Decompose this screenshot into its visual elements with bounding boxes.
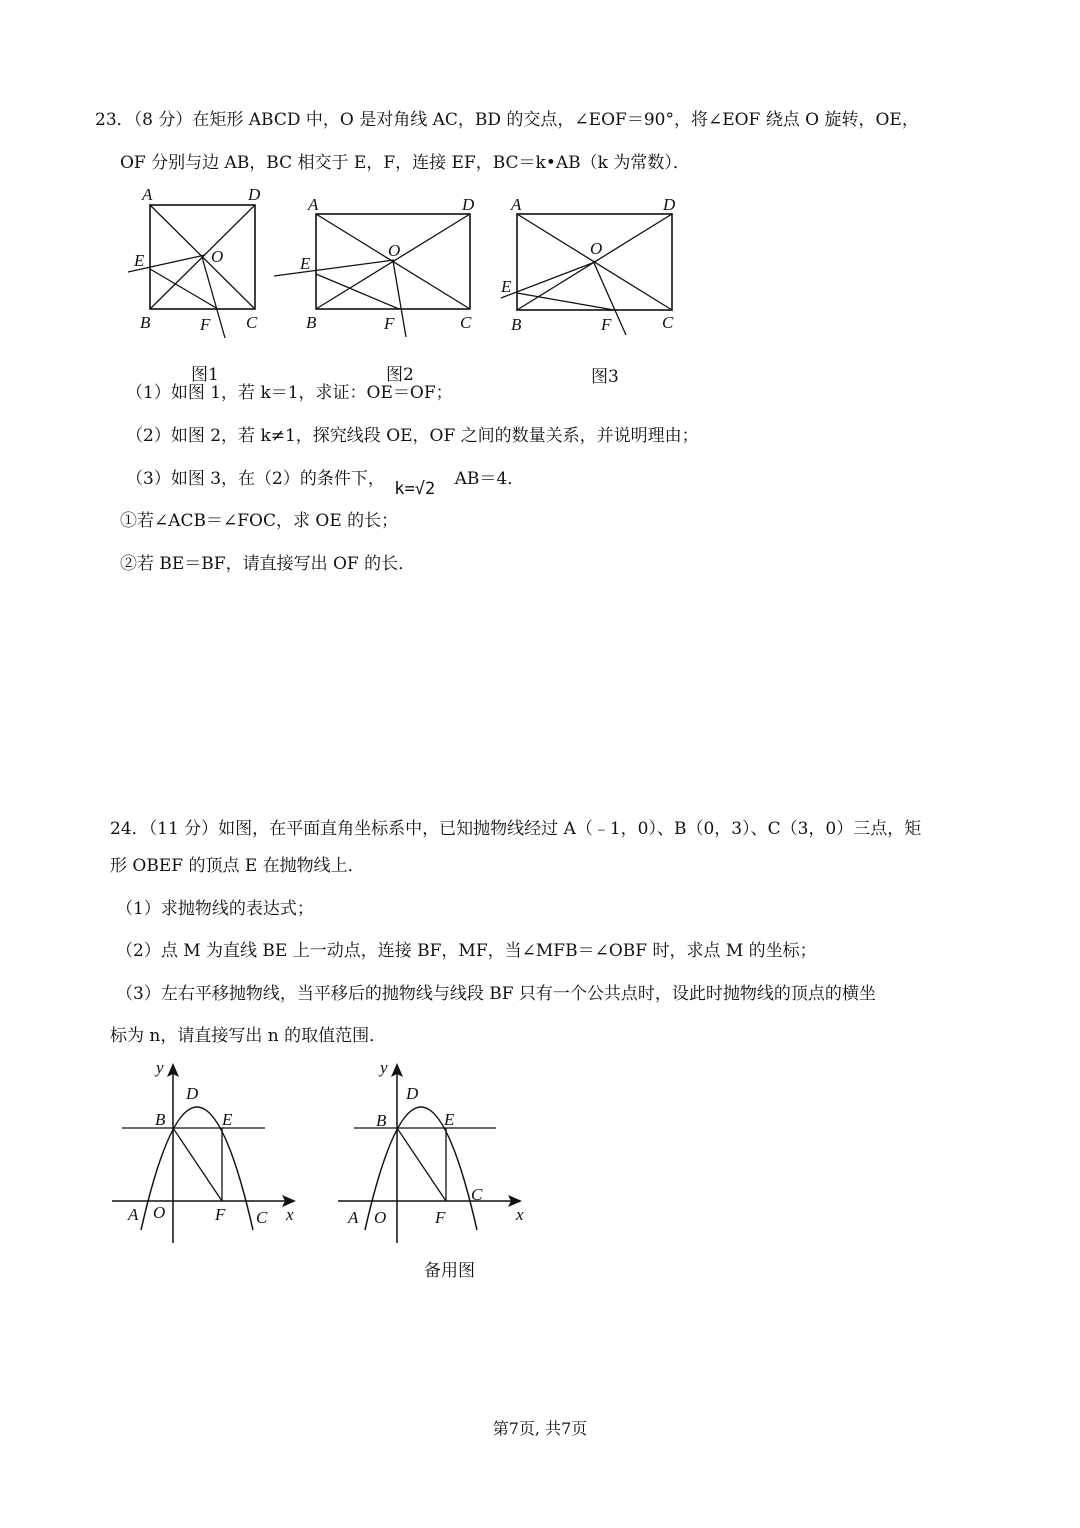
- fig1-label-c: C: [246, 313, 258, 332]
- q24-backup-label-a: A: [348, 1208, 359, 1227]
- fig3-label-e: E: [501, 277, 512, 296]
- q23-figure-2: [272, 190, 487, 345]
- q24-backup-label-b: B: [376, 1111, 387, 1130]
- q24-backup-label-x: x: [516, 1205, 524, 1224]
- q24-figure-backup: [336, 1055, 536, 1250]
- fig1-label-e: E: [134, 251, 145, 270]
- q24-figure-main: [110, 1055, 310, 1250]
- fig2-label-o: O: [388, 241, 401, 260]
- q24-backup-caption: 备用图: [424, 1261, 475, 1281]
- q24-part3-line2: 标为 n，请直接写出 n 的取值范围．: [110, 1026, 387, 1046]
- fig3-label-f: F: [601, 315, 612, 334]
- q24-main-label-o: O: [153, 1203, 166, 1222]
- q24-main-label-y: y: [156, 1058, 164, 1077]
- q23-part1: （1）如图 1，若 k＝1，求证：OE＝OF；: [126, 383, 453, 403]
- q24-backup-label-o: O: [374, 1208, 387, 1227]
- fig3-label-c: C: [662, 313, 674, 332]
- fig3-label-a: A: [511, 195, 522, 214]
- q24-backup-label-y: y: [380, 1058, 388, 1077]
- fig2-label-a: A: [308, 195, 319, 214]
- q23-sub1: ①若∠ACB＝∠FOC，求 OE 的长；: [120, 511, 399, 531]
- q24-main-label-d: D: [186, 1084, 199, 1103]
- q23-figure-3: [497, 190, 692, 345]
- q23-part3: [126, 468, 525, 499]
- fig1-label-a: A: [142, 185, 153, 204]
- q24-main-label-f: F: [215, 1205, 226, 1224]
- fig2-label-d: D: [462, 195, 475, 214]
- fig1-label-f: F: [200, 315, 211, 334]
- q24-main-label-a: A: [128, 1205, 139, 1224]
- q24-backup-label-e: E: [444, 1110, 455, 1129]
- fig3-label-b: B: [511, 315, 522, 334]
- q23-line2: OF 分别与边 AB，BC 相交于 E，F，连接 EF，BC＝k•AB（k 为常数）．: [120, 153, 690, 173]
- q24-main-label-e: E: [222, 1110, 233, 1129]
- fig2-label-f: F: [384, 314, 395, 333]
- q23-part3-suffix: AB＝4．: [454, 469, 525, 489]
- fig2-label-e: E: [300, 254, 311, 273]
- q24-part3-line1: （3）左右平移抛物线，当平移后的抛物线与线段 BF 只有一个公共点时，设此时抛物线的顶点的横坐: [116, 984, 876, 1004]
- page-footer: 第7页, 共7页: [492, 1419, 588, 1438]
- fig3-caption: 图3: [591, 367, 619, 387]
- fig2-caption: 图2: [386, 365, 414, 385]
- q23-part2: （2）如图 2，若 k≠1，探究线段 OE，OF 之间的数量关系，并说明理由；: [126, 426, 699, 446]
- fig3-label-o: O: [590, 239, 603, 258]
- fig3-label-d: D: [663, 195, 676, 214]
- fig1-label-o: O: [211, 247, 224, 266]
- q24-backup-label-f: F: [435, 1208, 446, 1227]
- q23-line1: 23．（8 分）在矩形 ABCD 中，O 是对角线 AC，BD 的交点，∠EOF＝90°，将∠EOF 绕点 O 旋转，OE，: [95, 110, 919, 130]
- q24-main-label-b: B: [155, 1110, 166, 1129]
- q23-figure-1: [120, 180, 280, 345]
- q23-sub2: ②若 BE＝BF，请直接写出 OF 的长．: [120, 554, 416, 574]
- q24-part1: （1）求抛物线的表达式；: [116, 899, 314, 919]
- fig1-label-d: D: [248, 185, 261, 204]
- fig2-label-c: C: [460, 313, 472, 332]
- fig1-label-b: B: [140, 313, 151, 332]
- q24-line2: 形 OBEF 的顶点 E 在抛物线上．: [110, 856, 365, 876]
- q24-main-label-x: x: [286, 1205, 294, 1224]
- q24-main-label-c: C: [256, 1208, 268, 1227]
- fig2-label-b: B: [306, 313, 317, 332]
- fig1-caption: 图1: [191, 365, 219, 385]
- q24-part2: （2）点 M 为直线 BE 上一动点，连接 BF，MF，当∠MFB＝∠OBF 时，求点 M 的坐标；: [116, 941, 817, 961]
- q24-backup-label-c: C: [471, 1185, 483, 1204]
- q24-line1: 24．（11 分）如图，在平面直角坐标系中，已知抛物线经过 A（﹣1，0）、B（0，3）、C（3，0）三点，矩: [110, 819, 922, 839]
- q23-part3-prefix: （3）如图 3，在（2）的条件下，: [126, 469, 385, 489]
- q23-part3-formula: k=√2: [394, 479, 436, 499]
- q24-backup-label-d: D: [406, 1084, 419, 1103]
